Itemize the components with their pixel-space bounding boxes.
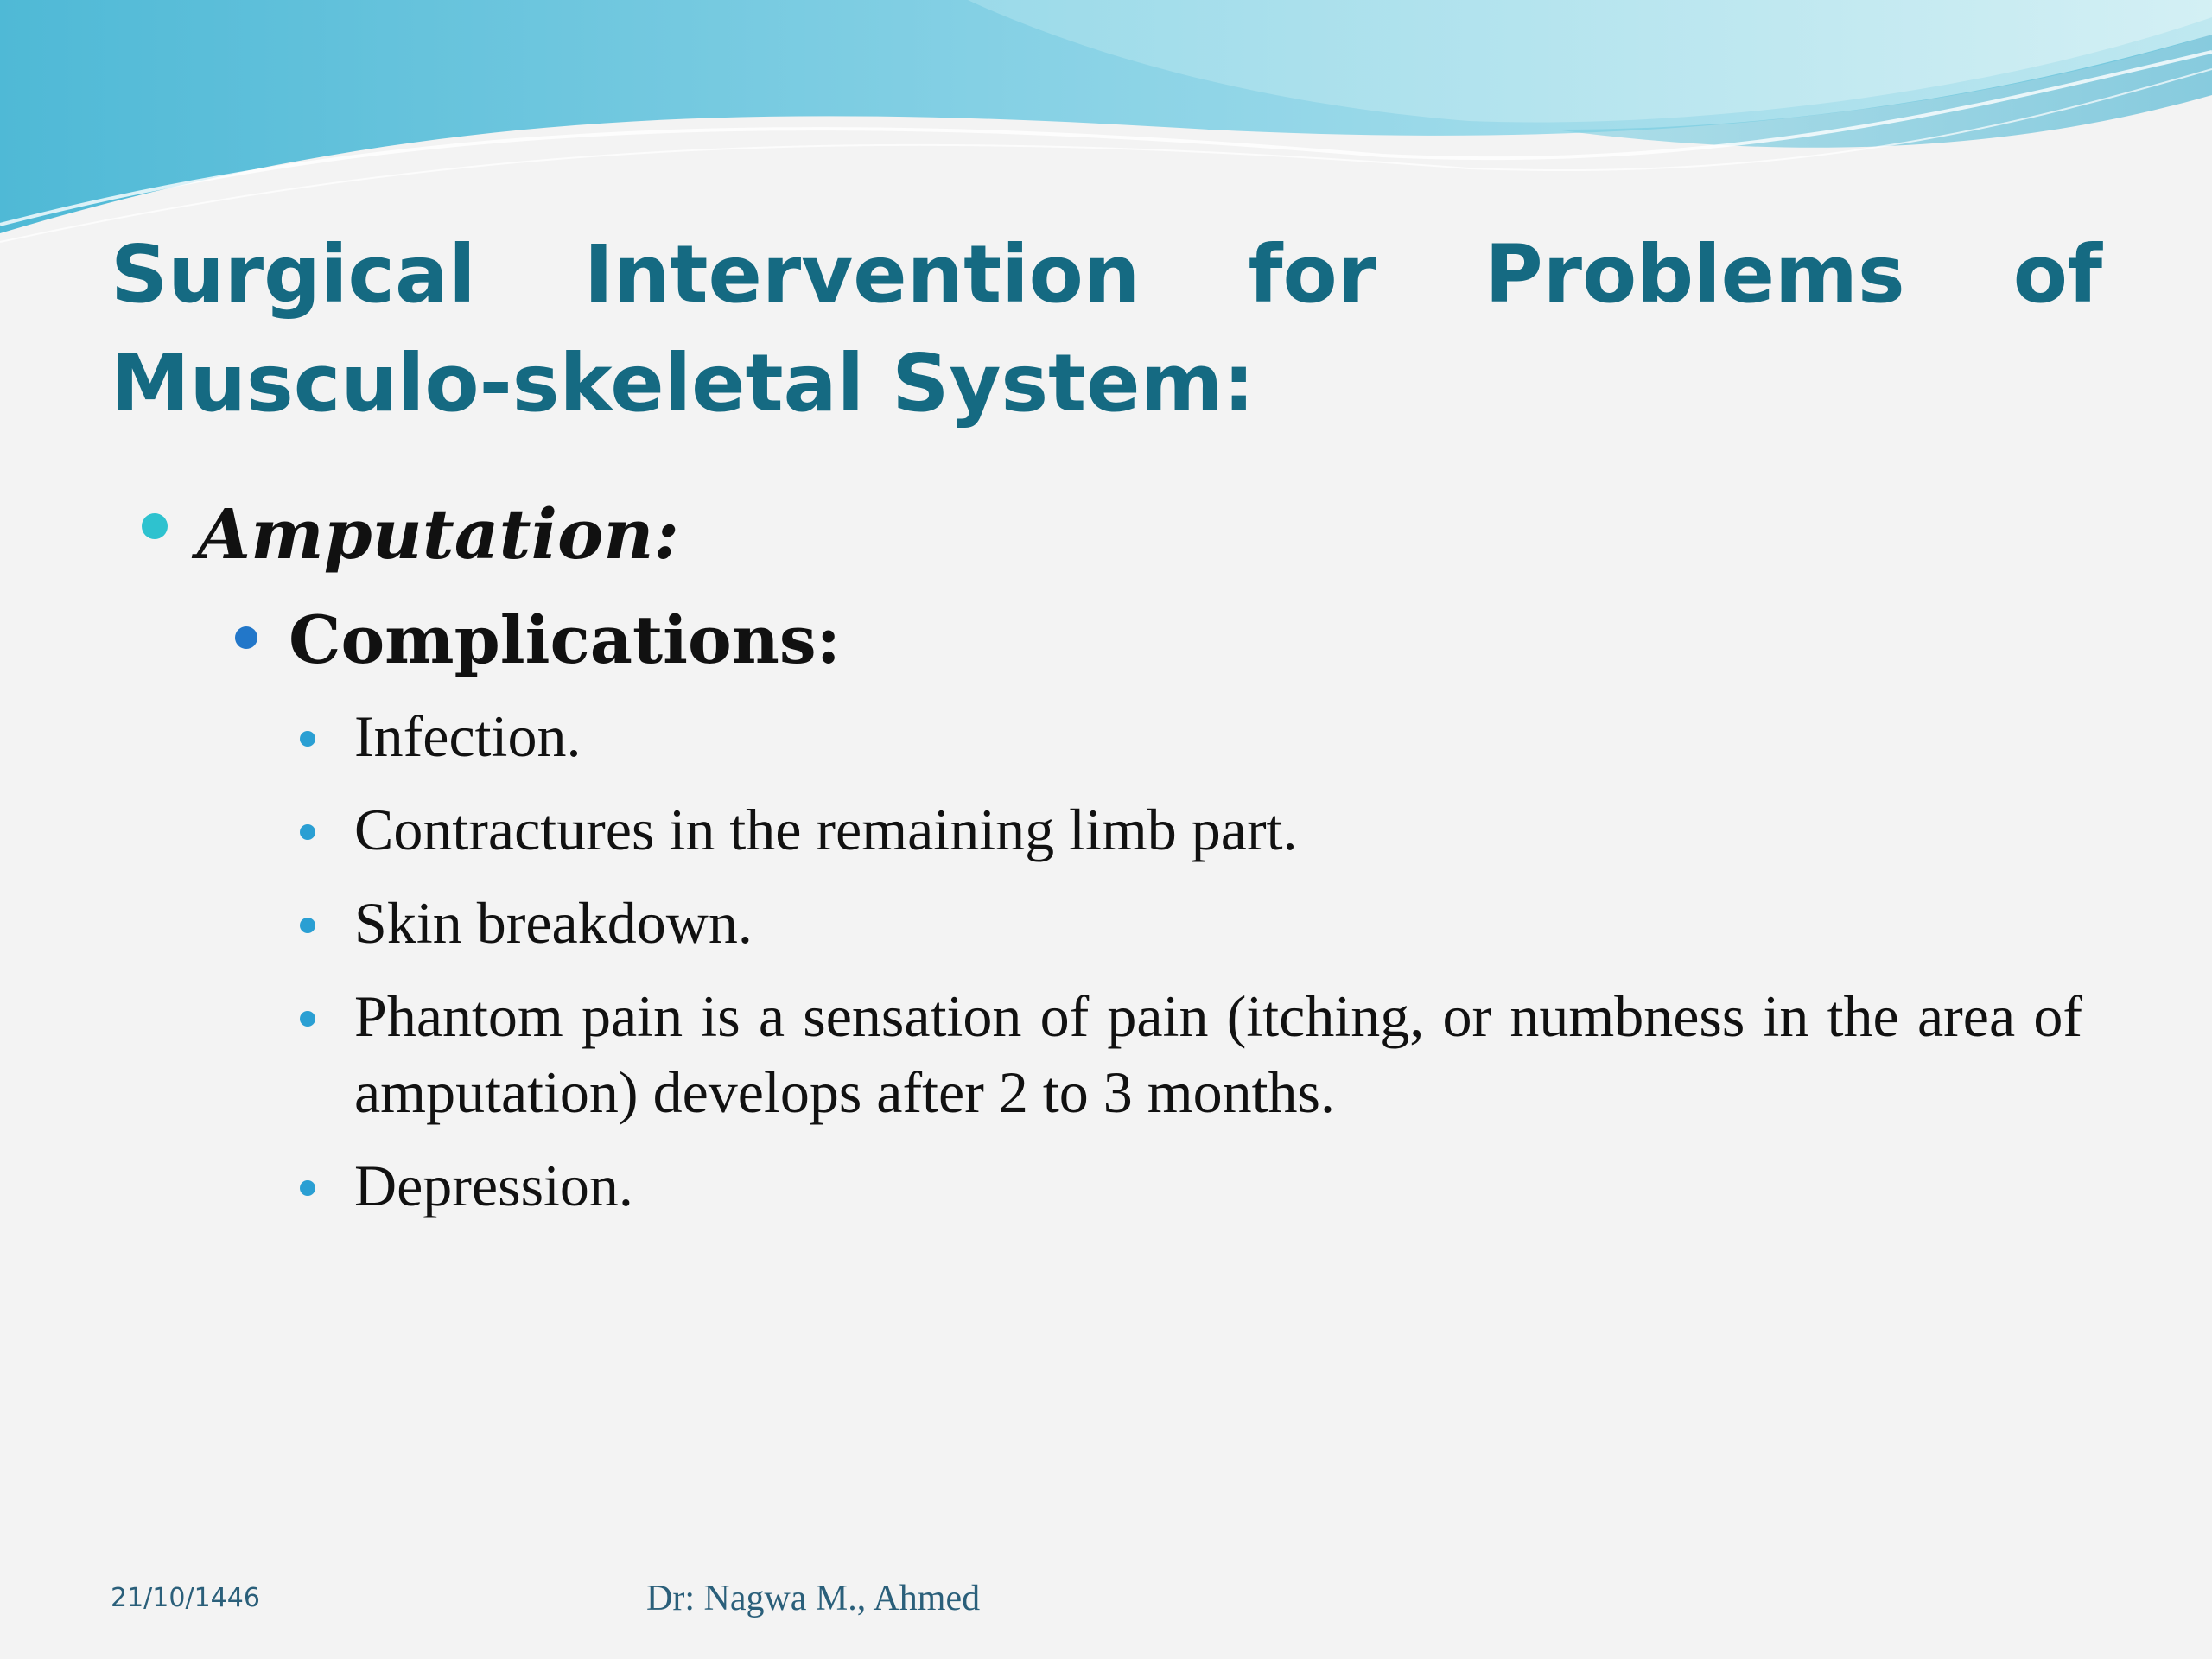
level3-bullet-icon (300, 918, 315, 933)
subtopic-complications: Complications: (289, 601, 841, 678)
topic-amputation: Amputation: (197, 493, 680, 575)
complication-item: Phantom pain is a sensation of pain (itching, or numbness in the area of amputation) develops after 2 to 3 months. (354, 983, 2082, 1125)
level3-bullet-icon (300, 1011, 315, 1027)
level1-bullet-icon (142, 513, 168, 539)
complication-item: Contractures in the remaining limb part. (354, 797, 1298, 862)
level3-bullet-icon (300, 824, 315, 840)
complication-item: Infection. (354, 703, 582, 769)
level3-bullet-icon (300, 731, 315, 747)
level3-bullet-icon (300, 1180, 315, 1196)
slide-title: Surgical Intervention for Problems of Musculo-skeletal System: (111, 228, 2102, 429)
complication-item: Skin breakdown. (354, 890, 753, 956)
footer-author: Dr: Nagwa M., Ahmed (646, 1579, 981, 1618)
footer-date: 21/10/1446 (111, 1583, 260, 1613)
level2-bullet-icon (235, 626, 257, 649)
complication-item: Depression. (354, 1153, 633, 1218)
